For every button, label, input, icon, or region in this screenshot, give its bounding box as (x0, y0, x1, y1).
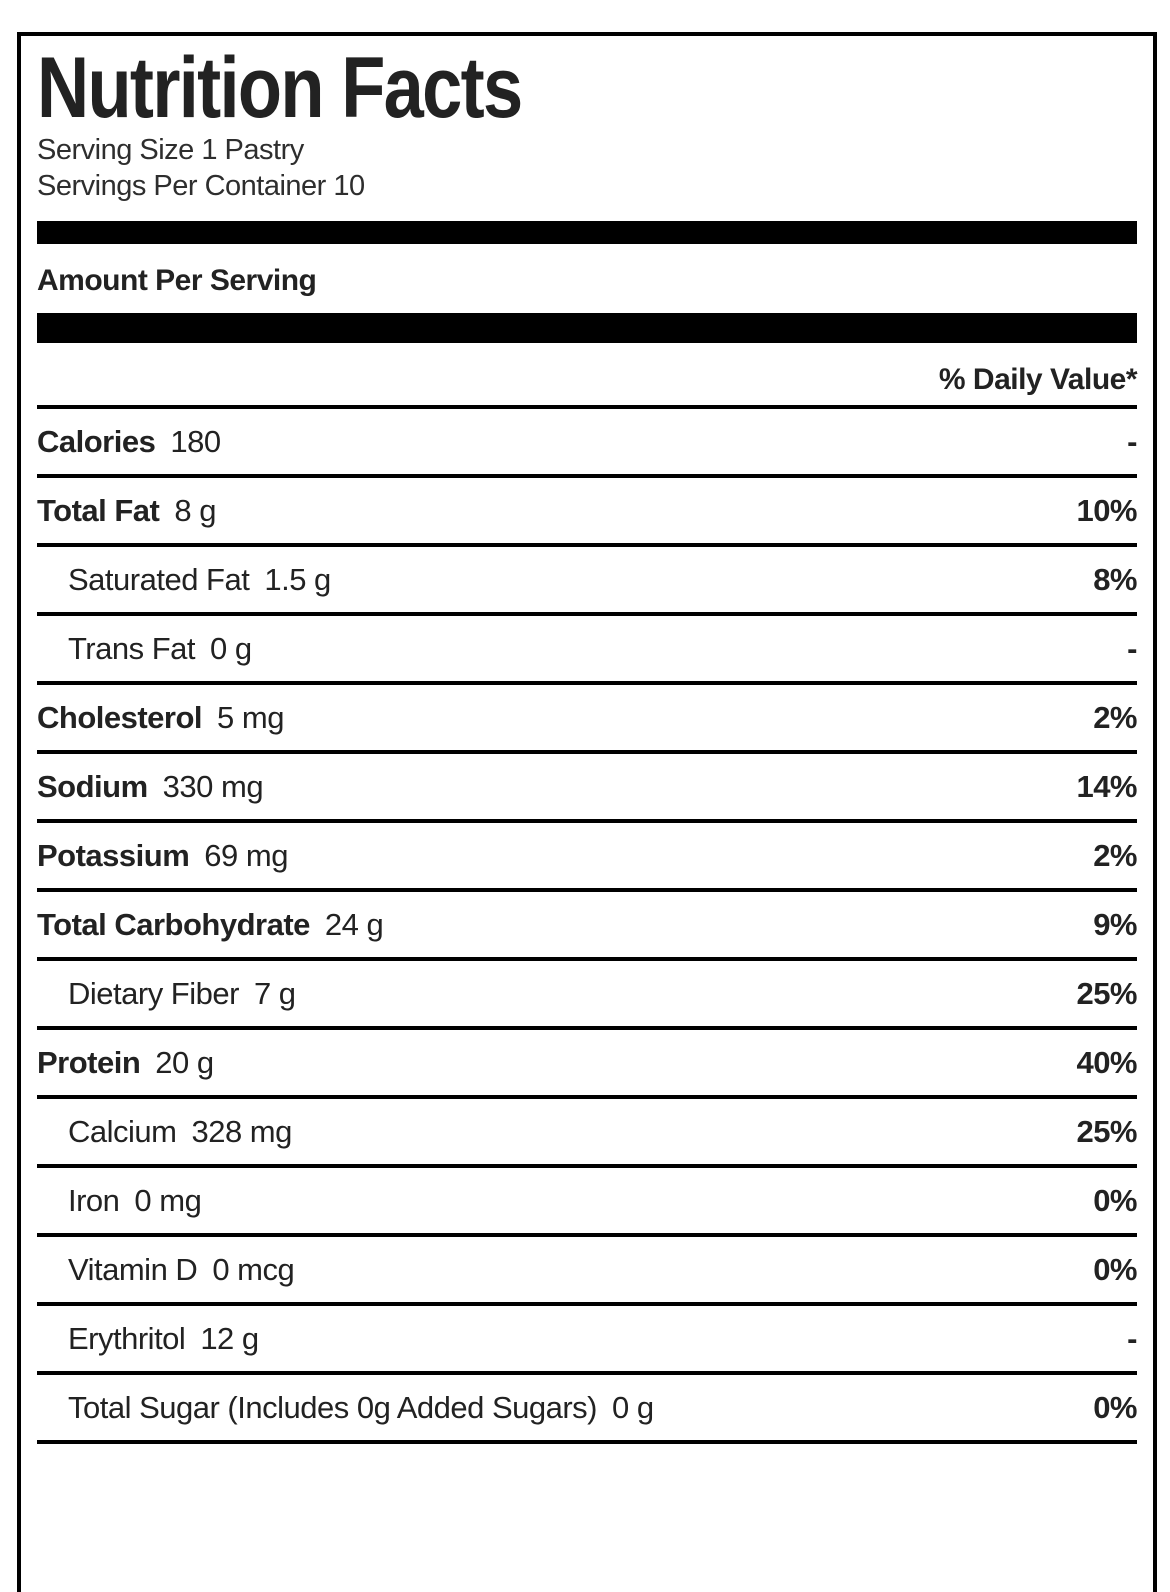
nutrient-amount: 8 g (174, 492, 216, 528)
nutrient-row (37, 547, 1137, 616)
nutrient-dv: 14% (1076, 768, 1137, 804)
nutrient-dv: 8% (1093, 561, 1137, 597)
nutrient-amount: 0 g (612, 1389, 654, 1425)
nutrient-name: Erythritol (68, 1320, 186, 1356)
nutrient-dv: 2% (1093, 699, 1137, 735)
nutrient-row (37, 1375, 1137, 1444)
nutrient-amount: 0 mg (134, 1182, 202, 1218)
nutrient-row (37, 478, 1137, 547)
nutrient-row-left (37, 700, 284, 736)
nutrient-amount: 1.5 g (264, 561, 331, 597)
label-title-text: Nutrition Facts (37, 40, 522, 136)
nutrient-amount: 5 mg (217, 699, 284, 735)
servings-per-container: Servings Per Container 10 (37, 170, 365, 202)
serving-size: Serving Size 1 Pastry (37, 134, 304, 166)
nutrition-label (17, 32, 1157, 1592)
nutrient-dv: - (1127, 630, 1137, 666)
label-title (37, 40, 1137, 136)
nutrient-dv: 40% (1076, 1044, 1137, 1080)
nutrient-row-left (37, 1390, 654, 1426)
nutrient-row (37, 754, 1137, 823)
nutrient-row-left (37, 493, 216, 529)
nutrient-name: Sodium (37, 768, 148, 804)
nutrient-row-left (37, 907, 383, 943)
nutrient-row-left (37, 976, 296, 1012)
daily-value-header: % Daily Value* (37, 343, 1137, 409)
nutrient-name: Vitamin D (68, 1251, 198, 1287)
nutrient-name: Calcium (68, 1113, 177, 1149)
nutrient-dv: 0% (1093, 1389, 1137, 1425)
nutrient-dv: 10% (1076, 492, 1137, 528)
nutrient-row-left (37, 1183, 201, 1219)
nutrient-name: Total Sugar (Includes 0g Added Sugars) (68, 1389, 598, 1425)
nutrient-name: Potassium (37, 837, 190, 873)
nutrient-row (37, 1099, 1137, 1168)
nutrient-name: Calories (37, 423, 156, 459)
nutrient-row-left (37, 1252, 294, 1288)
nutrient-row-left (37, 1114, 292, 1150)
separator-bar-mid (37, 313, 1137, 343)
nutrient-name: Saturated Fat (68, 561, 250, 597)
nutrient-row (37, 1168, 1137, 1237)
nutrient-row (37, 823, 1137, 892)
nutrient-dv: 25% (1076, 975, 1137, 1011)
nutrient-amount: 0 g (210, 630, 252, 666)
nutrient-row (37, 892, 1137, 961)
nutrient-amount: 328 mg (191, 1113, 292, 1149)
nutrient-row (37, 1306, 1137, 1375)
separator-bar-top (37, 221, 1137, 244)
amount-per-serving: Amount Per Serving (37, 264, 317, 297)
nutrient-amount: 180 (170, 423, 221, 459)
nutrient-row (37, 685, 1137, 754)
nutrient-amount: 7 g (253, 975, 296, 1011)
nutrient-amount: 0 mcg (212, 1251, 295, 1287)
nutrient-dv: 9% (1093, 906, 1137, 942)
nutrient-amount: 12 g (200, 1320, 259, 1356)
nutrient-row-left (37, 424, 221, 460)
nutrient-name: Dietary Fiber (68, 975, 239, 1011)
nutrient-row-left (37, 562, 331, 598)
nutrient-name: Protein (37, 1044, 141, 1080)
nutrient-dv: - (1127, 1320, 1137, 1356)
nutrient-row (37, 1030, 1137, 1099)
nutrient-dv: 0% (1093, 1251, 1137, 1287)
nutrient-name: Total Fat (37, 492, 160, 528)
nutrient-rows (37, 409, 1137, 1444)
nutrient-name: Iron (68, 1182, 120, 1218)
nutrient-row (37, 409, 1137, 478)
nutrient-row-left (37, 769, 263, 805)
nutrient-name: Cholesterol (37, 699, 203, 735)
nutrient-row-left (37, 631, 252, 667)
nutrient-row-left (37, 1321, 259, 1357)
nutrient-row (37, 961, 1137, 1030)
nutrient-row-left (37, 1045, 214, 1081)
nutrient-dv: 25% (1076, 1113, 1137, 1149)
nutrient-name: Total Carbohydrate (37, 906, 310, 942)
nutrient-row (37, 616, 1137, 685)
nutrient-name: Trans Fat (68, 630, 195, 666)
nutrient-row (37, 1237, 1137, 1306)
nutrient-amount: 20 g (155, 1044, 214, 1080)
nutrient-row-left (37, 838, 288, 874)
nutrient-amount: 69 mg (204, 837, 288, 873)
nutrient-amount: 330 mg (162, 768, 264, 804)
nutrient-dv: - (1127, 423, 1137, 459)
nutrient-amount: 24 g (324, 906, 384, 942)
nutrient-dv: 2% (1093, 837, 1137, 873)
nutrient-dv: 0% (1093, 1182, 1137, 1218)
